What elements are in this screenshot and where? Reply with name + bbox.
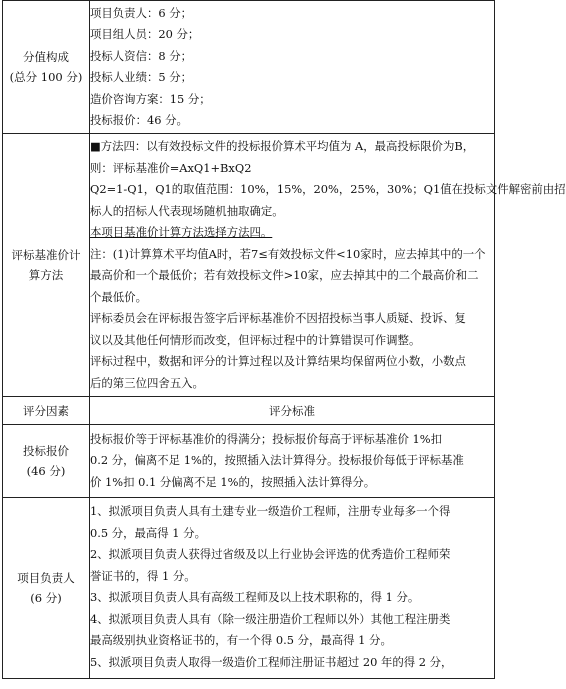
score-composition-row	[3, 1, 495, 134]
content-line: 后的第三位四舍五入。	[90, 375, 204, 390]
label-text: 投标报价	[23, 444, 69, 458]
project-manager-row	[3, 498, 495, 679]
content-line: 个最低价。	[90, 289, 147, 304]
score-composition-content	[90, 1, 495, 134]
content-line: 项目组人员：20 分；	[90, 27, 200, 41]
project-manager-label	[3, 498, 90, 679]
content-line: 评标过程中，数据和评分的计算过程以及计算结果均保留两位小数，小数点	[90, 354, 466, 368]
factor-header: 评分因素	[3, 397, 90, 425]
content-line: 4、拟派项目负责人具有（除一级注册造价工程师以外）其他工程注册类	[90, 611, 451, 626]
content-line: 0.2 分，偏离不足 1%的，按照插入法计算得分。投标报价每低于评标基准	[90, 453, 464, 468]
benchmark-method-label	[3, 134, 90, 397]
bid-price-label	[3, 425, 90, 498]
content-line: 最高级别执业资格证书的，有一个得 0.5 分，最高得 1 分。	[90, 633, 392, 647]
scoring-table	[2, 0, 566, 679]
bid-price-content	[90, 425, 495, 498]
selected-method-line: 本项目基准价计算方法选择方法四。	[90, 225, 273, 239]
content-line: 3、拟派项目负责人具有高级工程师及以上技术职称的，得 1 分。	[90, 590, 420, 604]
content-line: 5、拟派项目负责人取得一级造价工程师注册证书超过 20 年的得 2 分，	[90, 654, 453, 669]
content-line: 造价咨询方案：15 分；	[90, 91, 211, 106]
content-line: 标人的招标人代表现场随机抽取确定。	[90, 203, 284, 218]
label-text: 评标基准价计	[11, 248, 81, 262]
label-text: (总分 100 分)	[9, 70, 83, 84]
content-line: 价 1%扣 0.1 分偏离不足 1%的，按照插入法计算得分。	[90, 474, 376, 489]
content-line: 投标人业绩：5 分；	[90, 70, 192, 84]
criteria-header: 评分标准	[90, 397, 495, 425]
content-line: 则：评标基准价=AxQ1+BxQ2	[90, 160, 252, 175]
content-line: 2、拟派项目负责人获得过省级及以上行业协会评选的优秀造价工程师荣	[90, 547, 451, 561]
content-line: 议以及其他任何情形而改变，但评标过程中的计算错误可作调整。	[90, 332, 421, 347]
label-text: 算方法	[28, 268, 64, 282]
content-line: 注：(1)计算算术平均值A时，若7≤有效投标文件<10家时，应去掉其中的一个	[90, 246, 486, 261]
label-text: (46 分)	[26, 464, 66, 478]
score-composition-label	[3, 1, 90, 134]
content-line: ■方法四：以有效投标文件的投标报价算术平均值为 A，最高投标限价为B，	[90, 139, 475, 153]
label-text: 分值构成	[23, 50, 69, 64]
content-line: 最高价和一个最低价；若有效投标文件>10家，应去掉其中的二个最高价和二	[90, 268, 479, 282]
content-line: 投标报价：46 分。	[90, 113, 188, 127]
label-text: (6 分)	[30, 591, 62, 605]
header-row	[3, 397, 495, 425]
content-line: Q2=1-Q1，Q1的取值范围：10%，15%，20%，25%，30%；Q1值在投标文件解密前由招	[90, 182, 566, 196]
content-line: 1、拟派项目负责人具有土建专业一级造价工程师，注册专业每多一个得	[90, 504, 451, 518]
content-line: 投标报价等于评标基准价的得满分；投标报价每高于评标基准价 1%扣	[90, 431, 443, 446]
content-line: 项目负责人：6 分；	[90, 5, 192, 20]
content-line: 评标委员会在评标报告签字后评标基准价不因招投标当事人质疑、投诉、复	[90, 311, 466, 325]
benchmark-method-row	[3, 134, 495, 397]
content-line: 投标人资信：8 分；	[90, 48, 192, 63]
label-text: 项目负责人	[17, 571, 75, 585]
content-line: 0.5 分，最高得 1 分。	[90, 525, 206, 540]
benchmark-method-content	[90, 134, 566, 397]
bid-price-row	[3, 425, 495, 498]
content-line: 誉证书的，得 1 分。	[90, 568, 196, 583]
project-manager-content	[90, 498, 495, 679]
